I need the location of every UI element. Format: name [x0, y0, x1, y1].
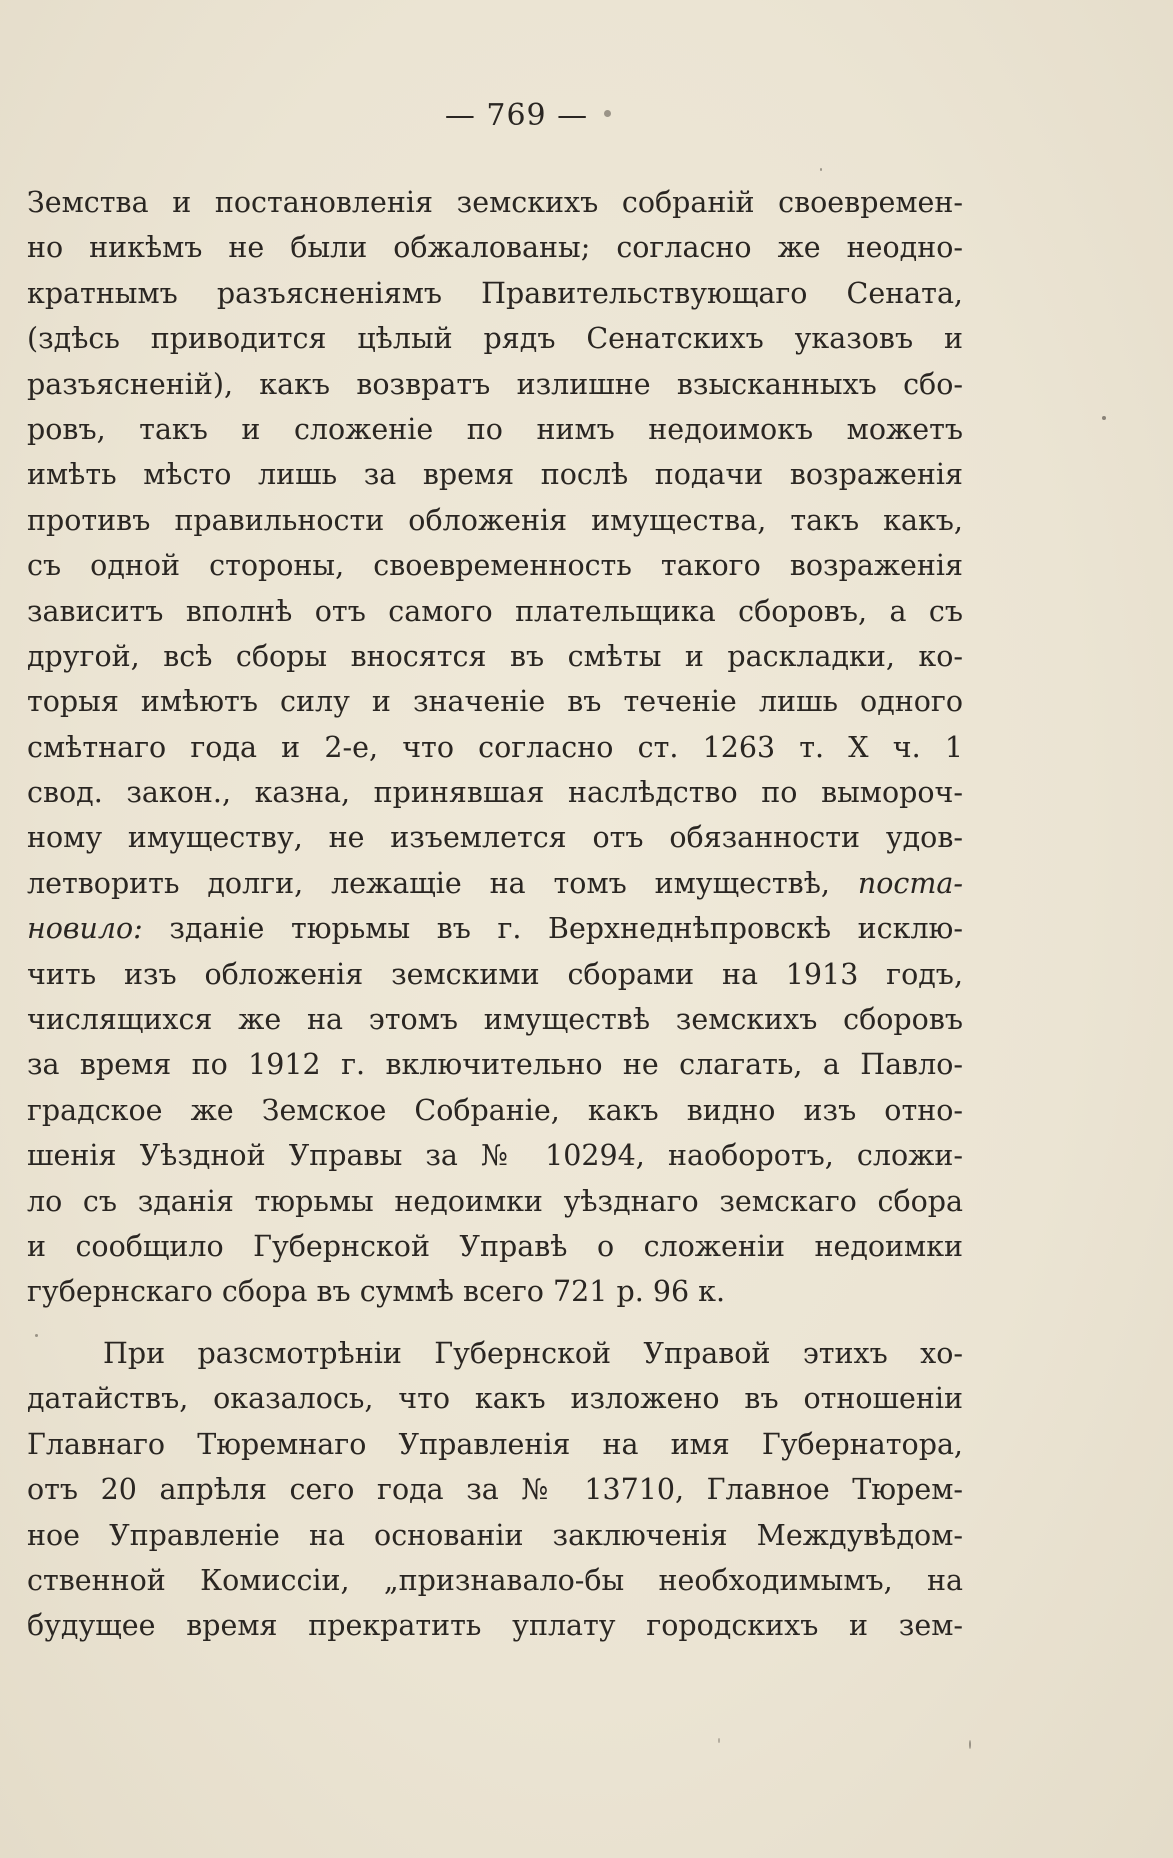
paper-speck	[35, 1334, 38, 1337]
text-line: чить изъ обложенія земскими сборами на 1913 годъ,	[27, 957, 963, 991]
text-line: за время по 1912 г. включительно не слагать, а Павло-	[27, 1048, 963, 1082]
paragraph-1	[27, 180, 963, 1315]
text-line: ственной Комиссіи, „признавало-бы необходимымъ, на	[27, 1563, 963, 1597]
text-line: смѣтнаго года и 2-е, что согласно ст. 1263 т. X ч. 1	[27, 730, 963, 764]
text-line: но никѣмъ не были обжалованы; согласно же неодно-	[27, 231, 963, 265]
page-number: — 769 —	[444, 98, 589, 133]
text-segment: летворить долги, лежащіе на томъ имуществѣ,	[27, 866, 830, 900]
text-line: (здѣсь приводится цѣлый рядъ Сенатскихъ указовъ и	[27, 322, 963, 356]
italic-word: поста-	[857, 866, 963, 900]
text-line-with-italic	[27, 861, 963, 906]
text-line: кратнымъ разъясненіямъ Правительствующаго Сената,	[27, 276, 963, 310]
text-line: противъ правильности обложенія имущества, такъ какъ,	[27, 503, 963, 537]
text-line: свод. закон., казна, принявшая наслѣдство по выморoч-	[27, 776, 963, 810]
text-line-with-italic	[27, 906, 963, 951]
text-line: градское же Земское Собраніе, какъ видно изъ отно-	[27, 1093, 963, 1127]
text-line: ное Управленіе на основаніи заключенія Междувѣдом-	[27, 1518, 963, 1552]
text-line: будущее время прекратить уплату городскихъ и зем-	[27, 1609, 963, 1643]
text-line: При разсмотрѣніи Губернской Управой этихъ хо-	[103, 1337, 963, 1370]
italic-word: новило:	[27, 912, 143, 946]
text-line: Земства и постановленія земскихъ собраній своевремен-	[27, 186, 963, 219]
text-line: шенія Уѣздной Управы за № 10294, наоборотъ, сложи-	[27, 1139, 963, 1173]
paragraph-2	[27, 1331, 963, 1649]
text-line: отъ 20 апрѣля сего года за № 13710, Главное Тюрем-	[27, 1473, 963, 1507]
text-line: ло съ зданія тюрьмы недоимки уѣзднаго земскаго сбора	[27, 1184, 963, 1218]
text-line: торыя имѣютъ силу и значеніе въ теченіе лишь одного	[27, 685, 963, 719]
paper-speck	[820, 168, 822, 171]
text-line: Главнаго Тюремнаго Управленія на имя Губернатора,	[27, 1427, 963, 1461]
text-segment: зданіе тюрьмы въ г. Верхнеднѣпровскѣ исклю-	[169, 912, 963, 946]
text-line: съ одной стороны, своевременность такого возраженія	[27, 549, 963, 583]
text-line: ровъ, такъ и сложеніе по нимъ недоимокъ можетъ	[27, 412, 963, 446]
paper-speck	[604, 110, 611, 117]
text-line: зависитъ вполнѣ отъ самого плательщика сборовъ, а съ	[27, 594, 963, 628]
text-line: датайствъ, оказалось, что какъ изложено въ отношеніи	[27, 1382, 963, 1416]
text-line: числящихся же на этомъ имуществѣ земскихъ сборовъ	[27, 1003, 963, 1037]
text-line: другой, всѣ сборы вносятся въ смѣты и раскладки, ко-	[27, 639, 963, 673]
text-line: ному имуществу, не изъемлется отъ обязанности удов-	[27, 821, 963, 855]
text-line: имѣть мѣсто лишь за время послѣ подачи возраженія	[27, 458, 963, 492]
paper-speck	[1102, 416, 1106, 420]
paper-speck	[969, 1740, 971, 1749]
text-line: губернскаго сбора въ суммѣ всего 721 р. 96 к.	[27, 1275, 726, 1309]
text-line: и сообщило Губернской Управѣ о сложеніи недоимки	[27, 1229, 963, 1263]
paper-speck	[718, 1738, 720, 1743]
text-line: разъясненій), какъ возвратъ излишне взысканныхъ сбо-	[27, 367, 963, 401]
